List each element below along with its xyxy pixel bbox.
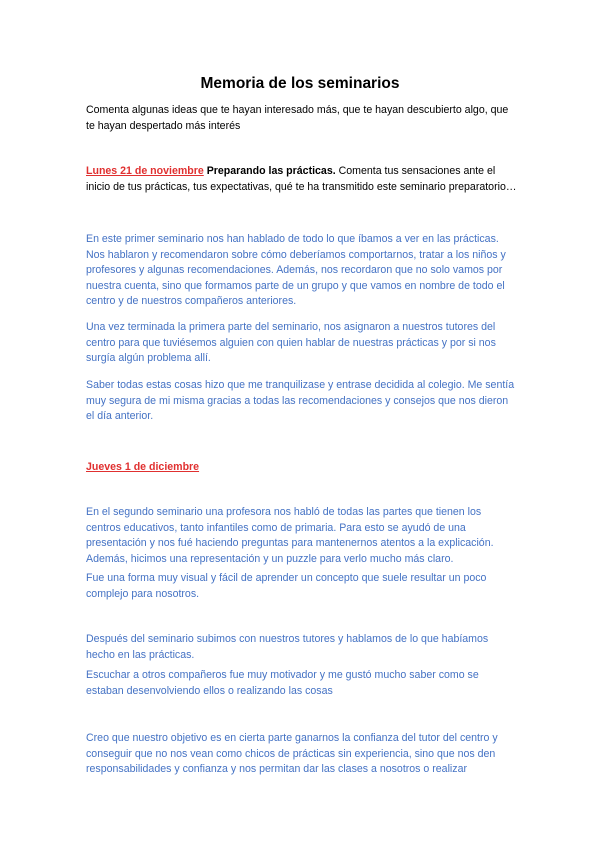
session2-paragraph-2: Fue una forma muy visual y fácil de aprender un concepto que suele resultar un poco complejo para nosotros. [86, 572, 487, 600]
session2-paragraph-3: Después del seminario subimos con nuestros tutores y hablamos de lo que habíamos hecho en las prácticas. [86, 633, 489, 661]
session1-header [86, 164, 518, 195]
session1-paragraph-1: En este primer seminario nos han hablado de todo lo que íbamos a ver en las prácticas. Nos hablaron y recomendaron sobre cómo deberíamos comportarnos, tratar a los niños y profesores y algunas recomendaciones. Además, nos recordaron que no solo vamos por nuestra cuenta, sino que formamos parte de un grupo y que vamos en nombre de todo el centro y de nuestros compañeros anteriores. [86, 233, 506, 307]
session1-prompt: Comenta tus sensaciones ante el inicio de tus prácticas, tus expectativas, qué te ha transmitido este seminario preparatorio… [86, 165, 517, 193]
document-title: Memoria de los seminarios [200, 75, 400, 92]
session2-paragraph-4: Escuchar a otros compañeros fue muy motivador y me gustó mucho saber como se estaban desenvolviendo ellos o realizando las cosas [86, 669, 479, 697]
session2-paragraph-1: En el segundo seminario una profesora nos habló de todas las partes que tienen los centros educativos, tanto infantiles como de primaria. Para esto se ayudó de una presentación y nos fué haciendo preguntas para mantenernos atentos a la explicación. Además, hicimos una representación y un puzzle para verlo mucho más claro. [86, 506, 494, 565]
intro-paragraph: Comenta algunas ideas que te hayan interesado más, que te hayan descubierto algo, que te hayan despertado más interés [86, 104, 509, 132]
session1-paragraph-2: Una vez terminada la primera parte del seminario, nos asignaron a nuestros tutores del centro para que tuviésemos alguien con quien hablar de nuestras prácticas y por si nos surgía algún problema allí. [86, 321, 496, 364]
session1-heading: Preparando las prácticas. [206, 165, 336, 177]
session1-paragraph-3: Saber todas estas cosas hizo que me tranquilizase y entrase decidida al colegio. Me sentía muy segura de mi misma gracias a todas las recomendaciones y consejos que nos dieron el día anterior. [86, 379, 515, 422]
session1-date: Lunes 21 de noviembre [86, 165, 204, 177]
session2-paragraph-5: Creo que nuestro objetivo es en cierta parte ganarnos la confianza del tutor del centro y conseguir que no nos vean como chicos de prácticas sin experiencia, sino que nos den responsabilidades y confianza y nos permitan dar las clases a nosotros o realizar [86, 732, 498, 775]
session2-date: Jueves 1 de diciembre [86, 461, 200, 473]
session2-header [86, 460, 518, 476]
